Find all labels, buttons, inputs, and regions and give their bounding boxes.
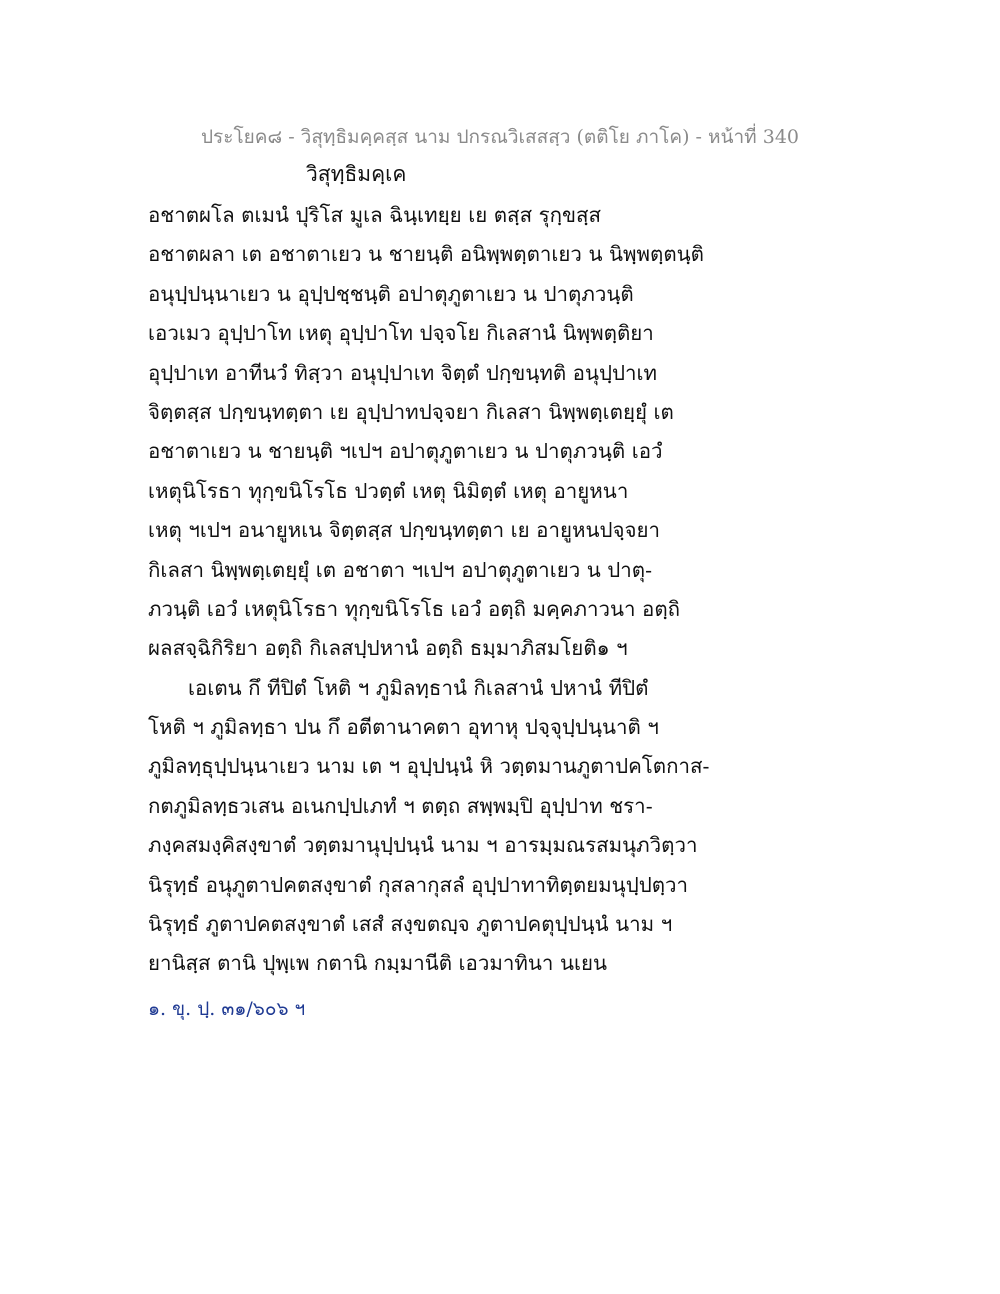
body-text (148, 196, 868, 984)
text-line: ยานิสฺส ตานิ ปุพฺเพ กตานิ กมฺมานีติ เอวมาทินา นเยน (148, 951, 608, 976)
text-line: นิรุทฺธํ อนุภูตาปคตสงฺขาตํ กุสลากุสลํ อุปฺปาทาทิตฺตยมนุปฺปตฺวา (148, 872, 689, 897)
text-line: จิตฺตสฺส ปกฺขนฺทตฺตา เย อุปฺปาทปจฺจยา กิเลสา นิพฺพตฺเตยฺยุํ เต (148, 399, 674, 424)
text-line: อชาตผลา เต อชาตาเยว น ชายนฺติ อนิพฺพตฺตาเยว น นิพฺพตฺตนฺติ (148, 242, 704, 267)
text-line: กตภูมิลทฺธวเสน อเนกปฺปเภทํ ฯ ตตฺถ สพฺพมฺปิ อุปฺปาท ชรา- (148, 793, 653, 818)
text-line: ภวนฺติ เอวํ เหตุนิโรธา ทุกฺขนิโรโธ เอวํ อตฺถิ มคฺคภาวนา อตฺถิ (148, 596, 681, 621)
text-line: เอวเมว อุปฺปาโท เหตุ อุปฺปาโท ปจฺจโย กิเลสานํ นิพฺพตฺติยา (148, 321, 654, 346)
running-header: ประโยค๘ - วิสุทฺธิมคฺคสฺส นาม ปกรณวิเสสสฺว (ตติโย ภาโค) - หน้าที่ 340 (200, 126, 800, 148)
text-line: อุปฺปาเท อาทีนวํ ทิสฺวา อนุปฺปาเท จิตฺตํ ปกฺขนฺทติ อนุปฺปาเท (148, 360, 658, 385)
text-line: นิรุทฺธํ ภูตาปคตสงฺขาตํ เสสํ สงฺขตญฺจ ภูตาปคตุปฺปนฺนํ นาม ฯ (148, 912, 673, 937)
text-line: เหตุ ฯเปฯ อนายูหเน จิตฺตสฺส ปกฺขนฺทตฺตา เย อายูหนปจฺจยา (148, 518, 661, 543)
footnote: ๑. ขุ. ปฺ. ๓๑/๖๐๖ ฯ (148, 998, 306, 1020)
text-line: กิเลสา นิพฺพตฺเตยฺยุํ เต อชาตา ฯเปฯ อปาตุภูตาเยว น ปาตุ- (148, 557, 653, 582)
text-line: อชาตาเยว น ชายนฺติ ฯเปฯ อปาตุภูตาเยว น ปาตุภวนฺติ เอวํ (148, 439, 663, 464)
text-line: ผลสจฺฉิกิริยา อตฺถิ กิเลสปฺปหานํ อตฺถิ ธมฺมาภิสมโยติ๑ ฯ (148, 636, 628, 661)
book-title: วิสุทฺธิมคฺเค (306, 162, 407, 186)
text-line: โหติ ฯ ภูมิลทฺธา ปน กึ อตีตานาคตา อุทาหุ ปจฺจุปฺปนฺนาติ ฯ (148, 715, 659, 740)
text-line: ภูมิลทฺธุปฺปนฺนาเยว นาม เต ฯ อุปฺปนฺนํ หิ วตฺตมานภูตาปคโตกาส- (148, 754, 710, 779)
paragraph-start-line: เอเตน กึ ทีปิตํ โหติ ฯ ภูมิลทฺธานํ กิเลสานํ ปหานํ ทีปิตํ (188, 675, 649, 700)
text-line: เหตุนิโรธา ทุกฺขนิโรโธ ปวตฺตํ เหตุ นิมิตฺตํ เหตุ อายูหนา (148, 478, 629, 503)
text-line: อนุปฺปนฺนาเยว น อุปฺปชฺชนฺติ อปาตุภูตาเยว น ปาตุภวนฺติ (148, 281, 634, 306)
text-line: อชาตผโล ตเมนํ ปุริโส มูเล ฉินฺเทยฺย เย ตสฺส รุกฺขสฺส (148, 203, 602, 227)
text-line: ภงฺคสมงฺคิสงฺขาตํ วตฺตมานุปฺปนฺนํ นาม ฯ อารมฺมณรสมนุภวิตฺวา (148, 833, 698, 858)
